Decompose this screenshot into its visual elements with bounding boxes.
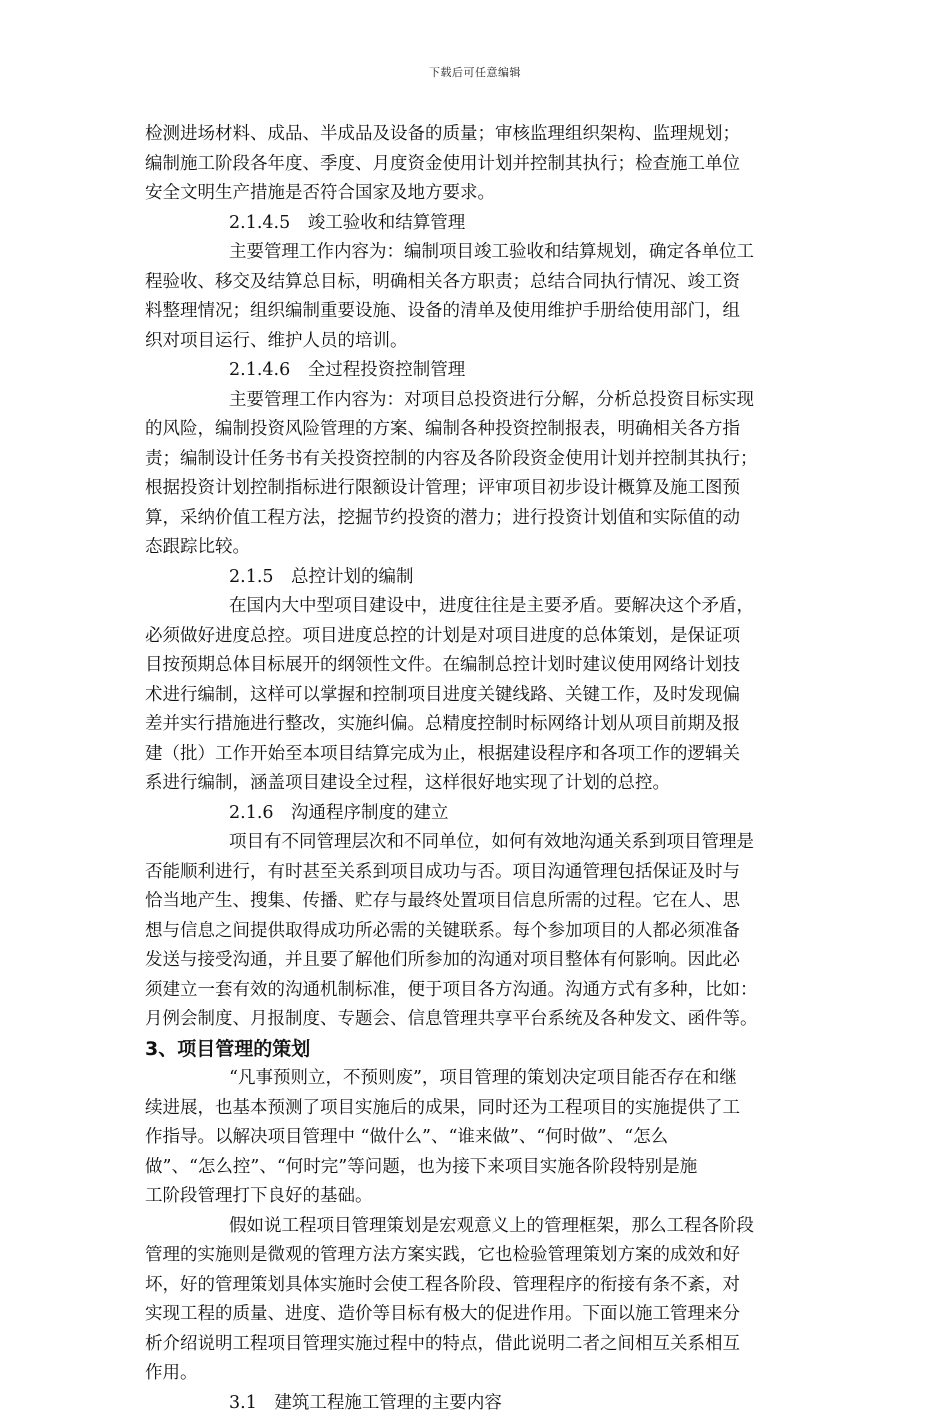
paragraph-4 (145, 592, 810, 799)
section-title-3: 3、项目管理的策划 (145, 1035, 810, 1065)
document-body (145, 120, 810, 1418)
heading-text: 2.1.5 总控计划的编制 (145, 563, 810, 593)
paragraph-6 (145, 1064, 810, 1212)
heading-text: 2.1.6 沟通程序制度的建立 (145, 799, 810, 829)
text-line: 恰当地产生、搜集、传播、贮存与最终处置项目信息所需的过程。它在人、思 (145, 887, 810, 917)
text-line: 差并实行措施进行整改，实施纠偏。总精度控制时标网络计划从项目前期及报 (145, 710, 810, 740)
heading-text: 3.1 建筑工程施工管理的主要内容 (145, 1389, 810, 1418)
text-line: 态跟踪比较。 (145, 533, 810, 563)
text-line: 实现工程的质量、进度、造价等目标有极大的促进作用。下面以施工管理来分 (145, 1300, 810, 1330)
text-line: 系进行编制，涵盖项目建设全过程，这样很好地实现了计划的总控。 (145, 769, 810, 799)
text-line: 目按预期总体目标展开的纲领性文件。在编制总控计划时建议使用网络计划技 (145, 651, 810, 681)
text-line: 月例会制度、月报制度、专题会、信息管理共享平台系统及各种发文、函件等。 (145, 1005, 810, 1035)
text-line: 续进展，也基本预测了项目实施后的成果，同时还为工程项目的实施提供了工 (145, 1094, 810, 1124)
text-line: 算，采纳价值工程方法，挖掘节约投资的潜力；进行投资计划值和实际值的动 (145, 504, 810, 534)
text-line: 根据投资计划控制指标进行限额设计管理；评审项目初步设计概算及施工图预 (145, 474, 810, 504)
text-line: 须建立一套有效的沟通机制标准，便于项目各方沟通。沟通方式有多种，比如： (145, 976, 810, 1006)
text-line: 做”、“怎么控”、“何时完”等问题，也为接下来项目实施各阶段特别是施 (145, 1153, 810, 1183)
page-header-note: 下载后可任意编辑 (0, 64, 950, 80)
text-line: 作指导。以解决项目管理中 “做什么”、“谁来做”、“何时做”、“怎么 (145, 1123, 810, 1153)
heading-text: 2.1.4.6 全过程投资控制管理 (145, 356, 810, 386)
text-line: 析介绍说明工程项目管理实施过程中的特点，借此说明二者之间相互关系相互 (145, 1330, 810, 1360)
text-line: 织对项目运行、维护人员的培训。 (145, 327, 810, 357)
section-heading-3-1 (145, 1389, 810, 1418)
text-line: 主要管理工作内容为：对项目总投资进行分解，分析总投资目标实现 (145, 386, 810, 416)
text-line: 想与信息之间提供取得成功所必需的关键联系。每个参加项目的人都必须准备 (145, 917, 810, 947)
text-line: 主要管理工作内容为：编制项目竣工验收和结算规划，确定各单位工 (145, 238, 810, 268)
text-line: 必须做好进度总控。项目进度总控的计划是对项目进度的总体策划，是保证项 (145, 622, 810, 652)
text-line: 管理的实施则是微观的管理方法方案实践，它也检验管理策划方案的成效和好 (145, 1241, 810, 1271)
text-line: 作用。 (145, 1359, 810, 1389)
section-heading-2-1-4-5 (145, 209, 810, 239)
text-line: 工阶段管理打下良好的基础。 (145, 1182, 810, 1212)
text-line: 在国内大中型项目建设中，进度往往是主要矛盾。要解决这个矛盾， (145, 592, 810, 622)
heading-text: 2.1.4.5 竣工验收和结算管理 (145, 209, 810, 239)
paragraph-3 (145, 386, 810, 563)
paragraph-1 (145, 120, 810, 209)
text-line: 建（批）工作开始至本项目结算完成为止，根据建设程序和各项工作的逻辑关 (145, 740, 810, 770)
text-line: 编制施工阶段各年度、季度、月度资金使用计划并控制其执行；检查施工单位 (145, 150, 810, 180)
text-line: 术进行编制，这样可以掌握和控制项目进度关键线路、关键工作，及时发现偏 (145, 681, 810, 711)
text-line: 的风险，编制投资风险管理的方案、编制各种投资控制报表，明确相关各方指 (145, 415, 810, 445)
paragraph-2 (145, 238, 810, 356)
text-line: 安全文明生产措施是否符合国家及地方要求。 (145, 179, 810, 209)
text-line: 项目有不同管理层次和不同单位，如何有效地沟通关系到项目管理是 (145, 828, 810, 858)
text-line: 坏，好的管理策划具体实施时会使工程各阶段、管理程序的衔接有条不紊，对 (145, 1271, 810, 1301)
paragraph-5 (145, 828, 810, 1035)
text-line: 检测进场材料、成品、半成品及设备的质量；审核监理组织架构、监理规划； (145, 120, 810, 150)
section-heading-2-1-5 (145, 563, 810, 593)
text-line: 否能顺利进行，有时甚至关系到项目成功与否。项目沟通管理包括保证及时与 (145, 858, 810, 888)
text-line: 程验收、移交及结算总目标，明确相关各方职责；总结合同执行情况、竣工资 (145, 268, 810, 298)
text-line: 责；编制设计任务书有关投资控制的内容及各阶段资金使用计划并控制其执行； (145, 445, 810, 475)
text-line: “凡事预则立，不预则废”，项目管理的策划决定项目能否存在和继 (145, 1064, 810, 1094)
text-line: 假如说工程项目管理策划是宏观意义上的管理框架，那么工程各阶段 (145, 1212, 810, 1242)
section-heading-2-1-4-6 (145, 356, 810, 386)
text-line: 料整理情况；组织编制重要设施、设备的清单及使用维护手册给使用部门，组 (145, 297, 810, 327)
text-line: 发送与接受沟通，并且要了解他们所参加的沟通对项目整体有何影响。因此必 (145, 946, 810, 976)
section-heading-2-1-6 (145, 799, 810, 829)
paragraph-7 (145, 1212, 810, 1389)
